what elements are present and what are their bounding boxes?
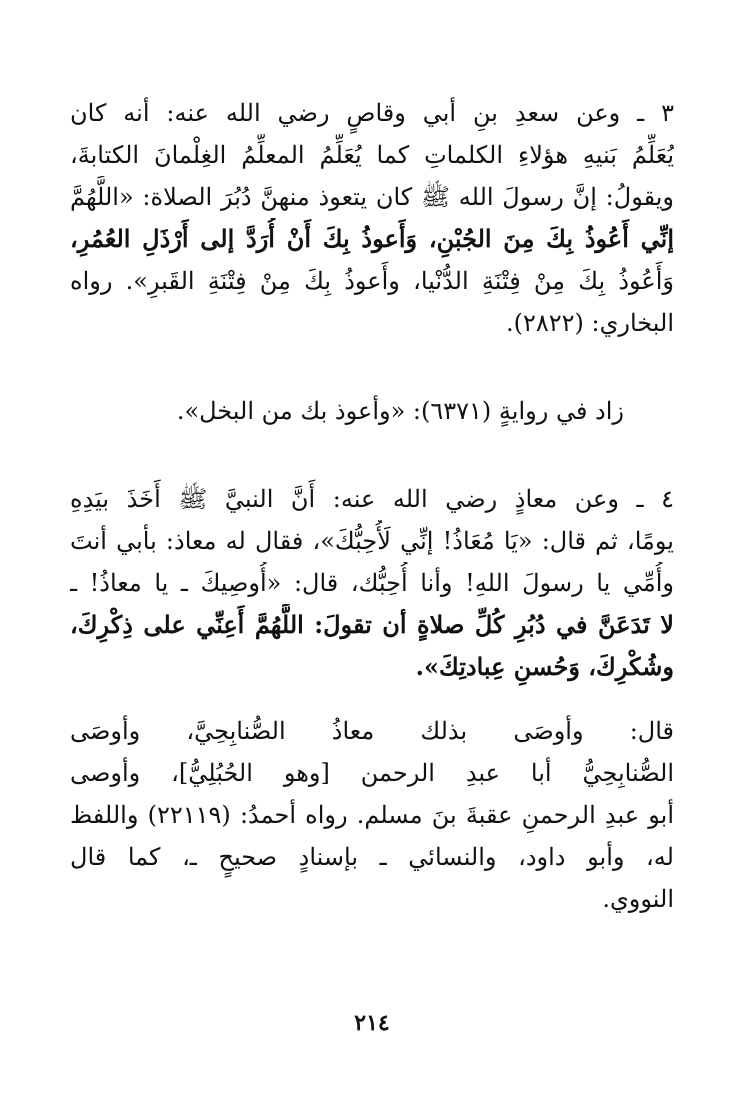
hadith-4-line-4: لا تَدَعَنَّ في دُبُرِ كُلِّ صلاةٍ أن تقولَ: اللَّهُمَّ أَعِنِّي على ذِكْرِكَ، (70, 610, 674, 639)
narration-line-2: الصُّنابِحِيُّ أبا عبدِ الرحمن [وهو الحُبُلِيُّ]، وأوصى (70, 759, 674, 787)
page-body (70, 92, 674, 920)
hadith-4-line-2: يومًا، ثم قال: «يَا مُعَاذُ! إنِّي لَأُحِبُّكَ»، فقال له معاذ: بأبي أنتَ (70, 527, 674, 555)
hadith-4-paragraph (70, 478, 674, 688)
hadith-3-line-5: وَأَعُوذُ بِكَ مِنْ فِتْنَةِ الدُّنْيا، وأَعوذُ بِكَ مِنْ فِتْنَةِ القَبرِ». رواه (70, 267, 674, 295)
narration-line-3: أبو عبدِ الرحمنِ عقبةَ بنَ مسلم. رواه أحمدُ: (٢٢١١٩) واللفظ (70, 801, 674, 829)
addition-note: زاد في روايةٍ (٦٣٧١): «وأعوذ بك من البخل». (176, 397, 624, 425)
hadith-3-line-3: ويقولُ: إنَّ رسولَ الله ﷺ كان يتعوذ منهنَّ دُبُرَ الصلاة: «اللَّهُمَّ (70, 183, 674, 211)
narration-line-5: النووي. (602, 885, 674, 913)
hadith-3-paragraph (70, 92, 674, 344)
hadith-3-line-1: ٣ ـ وعن سعدِ بنِ أبي وقاصٍ رضي الله عنه: أنه كان (70, 99, 674, 127)
hadith-4-line-3: وأُمِّي يا رسولَ اللهِ! وأنا أُحِبُّك، قال: «أُوصِيكَ ـ يا معاذُ! ـ (70, 569, 674, 597)
narration-line-1: قال: وأوصَى بذلك معاذُ الصُّنابِحِيَّ، وأوصَى (70, 717, 674, 745)
narration-line-4: له، وأبو داود، والنسائي ـ بإسنادٍ صحيحٍ ـ، كما قال (70, 843, 674, 871)
hadith-3-line-6: البخاري: (٢٨٢٢). (505, 309, 674, 337)
page-number: ٢١٤ (354, 1010, 390, 1036)
narration-paragraph (70, 710, 674, 920)
hadith-3-line-4: إنِّي أَعُوذُ بِكَ مِنَ الجُبْنِ، وَأَعوذُ بِكَ أَنْ أُرَدَّ إلى أَرْذَلِ العُمُرِ، (70, 224, 674, 253)
hadith-4-line-1: ٤ ـ وعن معاذٍ رضي الله عنه: أَنَّ النبيَّ ﷺ أَخَذَ بيَدِهِ (70, 485, 674, 513)
hadith-4-line-5: وشُكْرِكَ، وَحُسنِ عِبادتِكَ». (415, 652, 674, 681)
hadith-3-line-2: يُعَلِّمُ بَنيهِ هؤلاءِ الكلماتِ كما يُعَلِّمُ المعلِّمُ الغِلْمانَ الكتابةَ، (70, 141, 674, 169)
